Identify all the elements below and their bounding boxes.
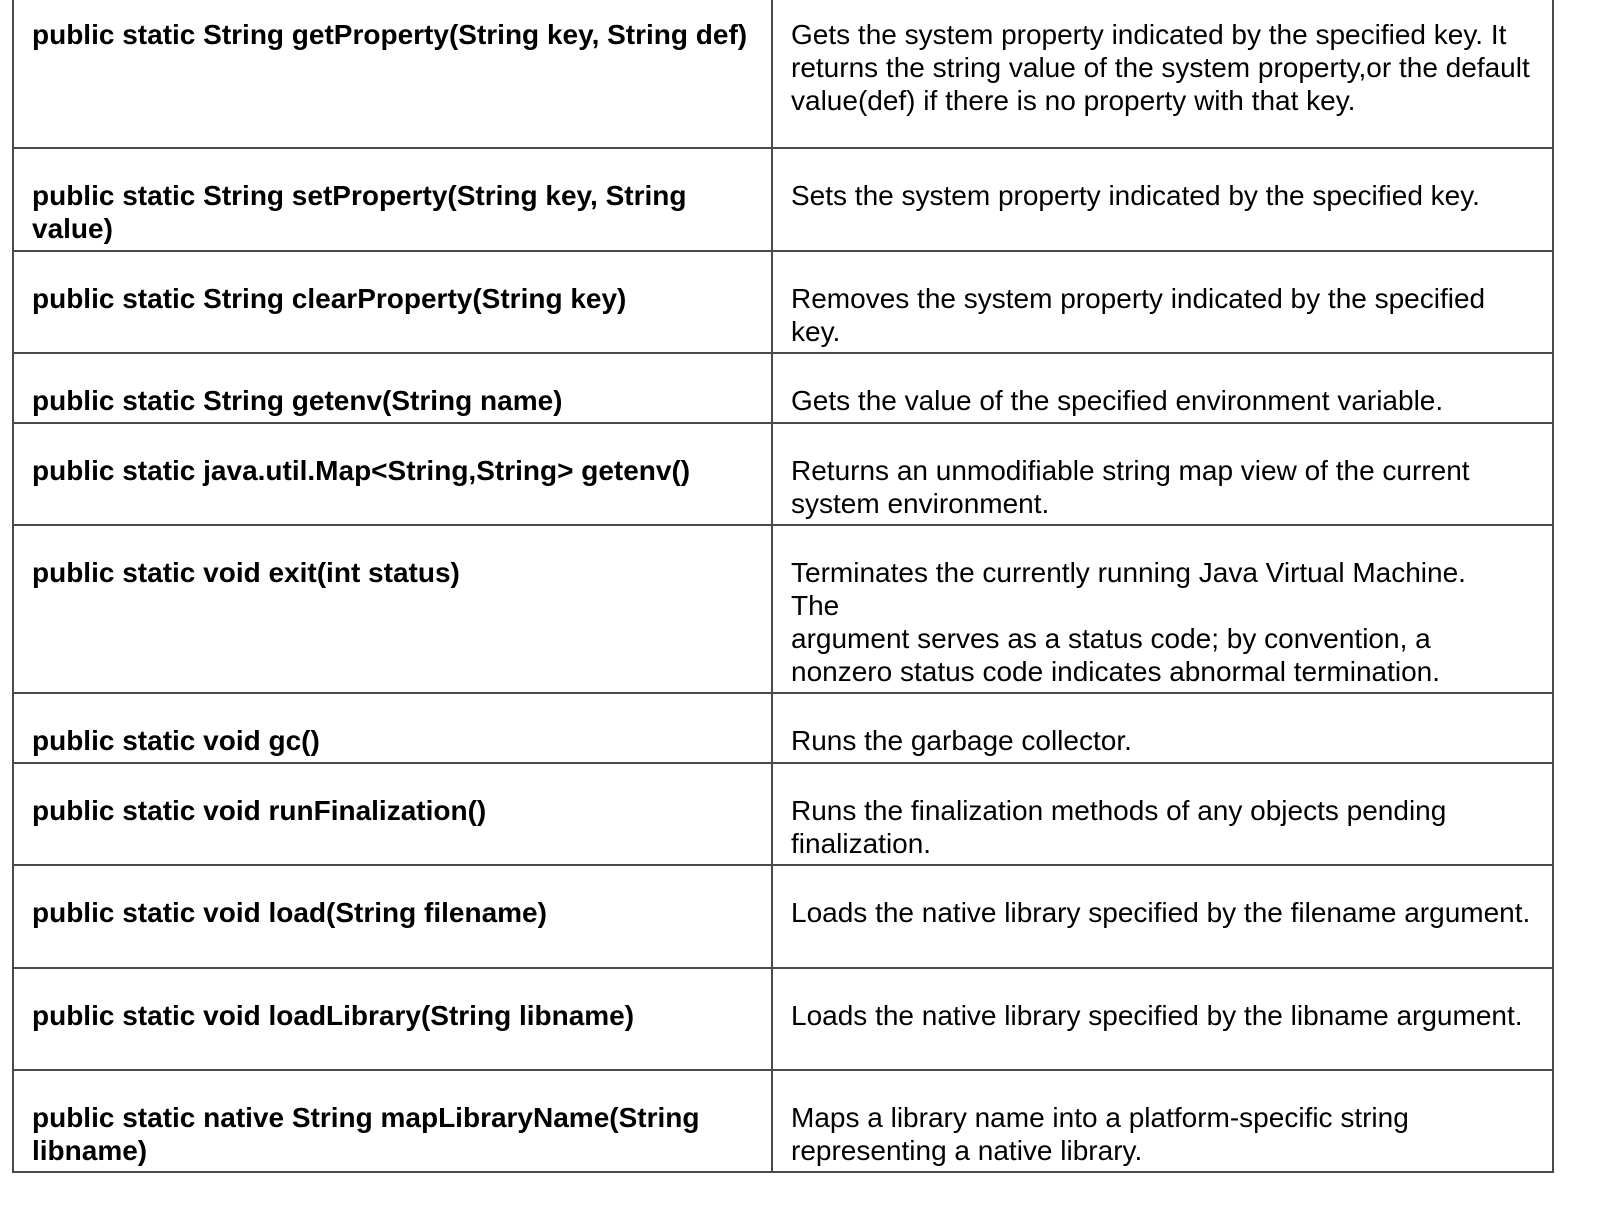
method-description (772, 525, 1553, 693)
table-row (13, 525, 1553, 693)
table-row (13, 353, 1553, 423)
method-description: Runs the garbage collector. (772, 693, 1553, 763)
method-description: Removes the system property indicated by the specified key. (772, 251, 1553, 353)
method-description: Runs the finalization methods of any objects pending finalization. (772, 763, 1553, 865)
method-description: Gets the value of the specified environment variable. (772, 353, 1553, 423)
table-row (13, 148, 1553, 251)
method-description: Loads the native library specified by the libname argument. (772, 968, 1553, 1070)
method-description: Gets the system property indicated by the specified key. It returns the string value of the system property,or the default value(def) if there is no property with that key. (772, 0, 1553, 148)
table-row (13, 0, 1553, 148)
method-signature: public static String clearProperty(String key) (13, 251, 772, 353)
method-signature: public static String setProperty(String key, String value) (13, 148, 772, 251)
table-row (13, 865, 1553, 968)
method-signature: public static java.util.Map<String,String> getenv() (13, 423, 772, 525)
method-signature: public static String getenv(String name) (13, 353, 772, 423)
method-signature: public static void gc() (13, 693, 772, 763)
table-row (13, 1070, 1553, 1172)
method-description-text: Terminates the currently running Java Virtual Machine. The argument serves as a status code; by convention, a nonzero status code indicates abnormal termination. (791, 557, 1466, 687)
table-row (13, 763, 1553, 865)
method-signature: public static String getProperty(String key, String def) (13, 0, 772, 148)
method-description: Sets the system property indicated by the specified key. (772, 148, 1553, 251)
method-signature: public static native String mapLibraryName(String libname) (13, 1070, 772, 1172)
method-signature: public static void loadLibrary(String libname) (13, 968, 772, 1070)
method-signature: public static void exit(int status) (13, 525, 772, 693)
method-table (12, 0, 1554, 1173)
method-signature: public static void runFinalization() (13, 763, 772, 865)
method-description: Returns an unmodifiable string map view of the current system environment. (772, 423, 1553, 525)
method-description: Loads the native library specified by the filename argument. (772, 865, 1553, 968)
table-row (13, 251, 1553, 353)
table-row (13, 423, 1553, 525)
method-description: Maps a library name into a platform-specific string representing a native library. (772, 1070, 1553, 1172)
table-row (13, 968, 1553, 1070)
table-row (13, 693, 1553, 763)
method-signature: public static void load(String filename) (13, 865, 772, 968)
